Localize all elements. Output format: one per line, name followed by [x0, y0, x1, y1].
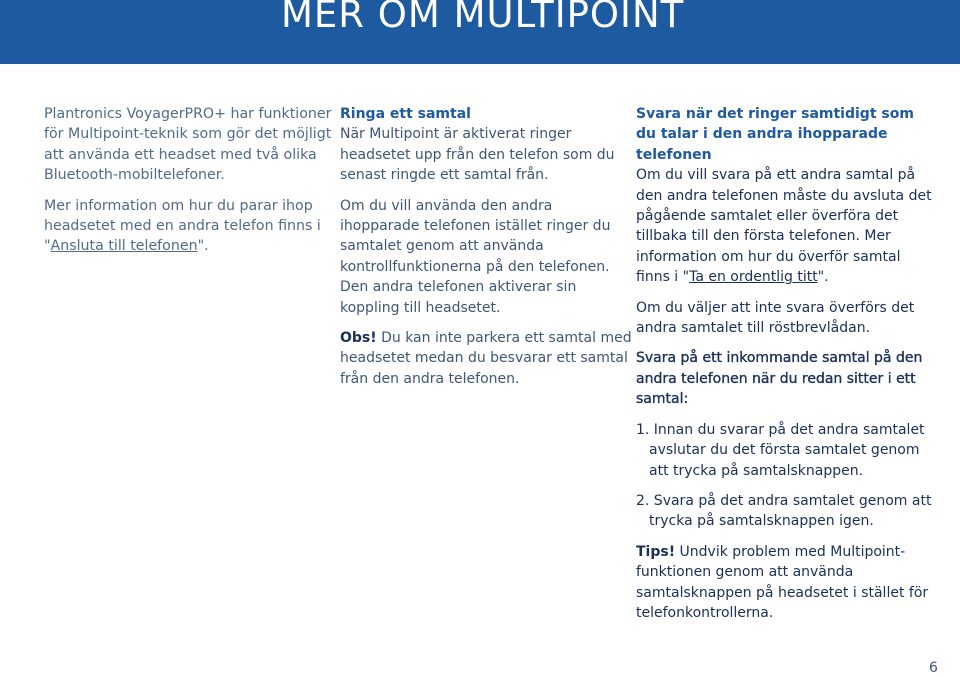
step-list [636, 420, 936, 481]
section-heading-make-call: Ringa ett samtal [340, 106, 471, 122]
answer-paragraph-2: Om du väljer att inte svara överförs det andra samtalet till röstbrevlådan. [636, 299, 915, 337]
note-text: Du kan inte parkera ett samtal med headsetet medan du besvarar ett samtal från den andra telefonen. [340, 330, 632, 387]
answer-paragraph-1 [636, 165, 936, 287]
intro-paragraph: Plantronics VoyagerPRO+ har funktioner för Multipoint-teknik som gör det möjligt att använda ett headset med två olika Bluetooth-mobiltelefoner. [44, 106, 332, 184]
section-heading-answer-during-call: Svara när det ringer samtidigt som du talar i den andra ihopparade telefonen [636, 106, 914, 163]
column-answer-call [636, 104, 936, 633]
tip-label: Tips! [636, 543, 676, 560]
tip-paragraph [636, 542, 936, 624]
column-make-call [340, 104, 632, 399]
note-label: Obs! [340, 330, 377, 347]
pairing-paragraph [44, 196, 334, 257]
pairing-text-before: Mer information om hur du parar ihop headsetet med en andra telefon finns i " [44, 197, 321, 255]
section-heading-answer-incoming [636, 348, 936, 409]
column-intro [44, 104, 334, 267]
link-ta-en-ordentlig-titt[interactable]: Ta en ordentlig titt [689, 269, 818, 286]
page-header [0, 0, 960, 64]
tip-text: Undvik problem med Multipoint-funktionen genom att använda samtalsknappen på headsetet i stället för telefonkontrollerna. [636, 543, 929, 621]
note-paragraph [340, 328, 632, 389]
step-list-2 [636, 491, 936, 532]
pairing-text-after: ". [197, 238, 209, 255]
answer-text-before: Om du vill svara på ett andra samtal på den andra telefonen måste du avsluta det pågående samtalet eller överföra det tillbaka till den första telefonen. Mer information om hur du överför samtal finns i " [636, 167, 932, 286]
step-item-2: 2. Svara på det andra samtalet genom att trycka på samtalsknappen igen. [636, 492, 932, 530]
answer-incoming-heading-text: Svara på ett inkommande samtal på den andra telefonen när du redan sitter i ett samtal: [636, 350, 923, 408]
make-call-paragraph-1: När Multipoint är aktiverat ringer headsetet upp från den telefon som du senast ringde ett samtal från. [340, 126, 615, 184]
step-item-1: 1. Innan du svarar på det andra samtalet avslutar du det första samtalet genom att trycka på samtalsknappen. [636, 421, 925, 479]
answer-text-after: ". [817, 269, 829, 286]
link-ansluta-till-telefonen[interactable]: Ansluta till telefonen [50, 238, 198, 255]
page-number: 6 [929, 660, 938, 676]
page-title: MER OM MULTIPOINT [281, 0, 685, 36]
make-call-paragraph-2: Om du vill använda den andra ihopparade telefonen istället ringer du samtalet genom att använda kontrollfunktionerna på den telefonen. Den andra telefonen aktiverar sin koppling till headsetet. [340, 197, 611, 316]
